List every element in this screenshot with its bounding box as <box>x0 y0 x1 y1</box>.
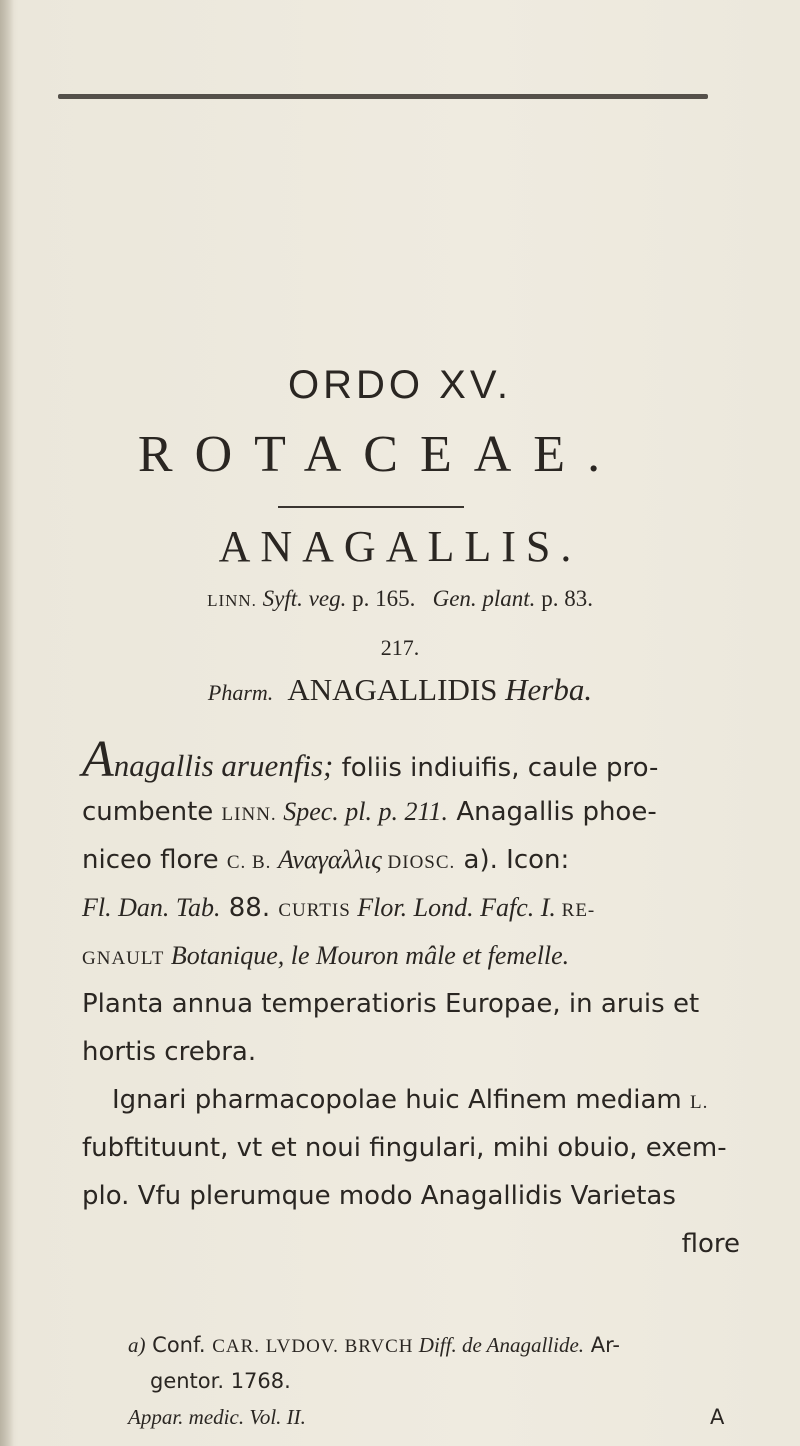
body-line-1 <box>82 731 740 788</box>
body-line-3 <box>82 836 740 884</box>
signature-mark: A <box>710 1405 725 1429</box>
ref-work-1: Syft. veg. <box>262 586 347 611</box>
author-abbrev: GNAULT <box>82 948 165 969</box>
citation: Flor. Lond. Fafc. I. <box>350 893 556 922</box>
footnote-author: CAR. LVDOV. BRVCH <box>212 1336 414 1357</box>
catchword: flore <box>681 1229 740 1259</box>
body-line-2 <box>82 788 740 836</box>
greek-name: Αναγαλλις <box>271 845 382 874</box>
body-line-5 <box>82 932 740 980</box>
species-name: nagallis aruenfis; <box>113 748 334 783</box>
citation: Spec. pl. p. 211. <box>276 797 449 826</box>
pharm-part: Herba. <box>505 672 593 707</box>
author-abbrev: L. <box>689 1092 709 1113</box>
body-text-span: cumbente <box>82 797 222 827</box>
body-text-span: foliis indiuifis, caule pro- <box>333 753 659 783</box>
body-line-7: hortis crebra. <box>82 1037 257 1067</box>
body-line-8 <box>82 1076 740 1124</box>
footnote-line-1 <box>128 1327 748 1363</box>
pharmacopoeia-heading <box>0 672 800 708</box>
pharm-name: ANAGALLIDIS <box>287 672 498 707</box>
footnote-citation: Appar. medic. Vol. II. <box>128 1405 306 1429</box>
pharm-label: Pharm. <box>207 680 274 705</box>
author-abbrev: LINN. <box>221 804 277 825</box>
page-gutter-shadow <box>0 0 14 1446</box>
citation: Fl. Dan. Tab. <box>82 893 221 922</box>
footnote-title: Diff. de Anagallide. <box>413 1333 585 1357</box>
body-text-span: a). Icon: <box>455 845 570 875</box>
body-line-6: Planta annua temperatioris Europae, in aruis et <box>82 989 700 1019</box>
body-text-span: niceo flore <box>82 845 227 875</box>
author-abbrev: RE- <box>555 900 596 921</box>
ref-work-2: Gen. plant. <box>432 586 536 611</box>
section-rule <box>278 506 464 508</box>
footnote <box>128 1327 748 1435</box>
author-abbrev: C. B. <box>226 852 272 873</box>
footnote-line-3 <box>128 1399 748 1435</box>
body-text-span: 88. <box>220 893 279 923</box>
top-rule <box>58 94 708 99</box>
body-line-4 <box>82 884 740 932</box>
body-line-9: fubftituunt, vt et noui fingulari, mihi obuio, exem- <box>82 1133 727 1163</box>
citation: Botanique, le Mouron mâle et femelle. <box>164 941 570 970</box>
order-heading: ORDO XV. <box>288 363 512 407</box>
entry-body <box>82 731 740 1268</box>
footnote-line-2: gentor. 1768. <box>150 1369 291 1393</box>
genus-heading: ANAGALLIS. <box>218 522 582 571</box>
family-heading: ROTACEAE. <box>137 426 623 483</box>
drop-cap: A <box>82 731 114 788</box>
body-text-span: Ignari pharmacopolae huic Alfinem mediam <box>112 1085 690 1115</box>
footnote-text: Conf. <box>145 1333 213 1357</box>
body-text-span: Anagallis phoe- <box>448 797 657 827</box>
footnote-mark: a) <box>128 1333 146 1357</box>
footnote-text: Ar- <box>584 1333 620 1357</box>
ref-page-1: p. 165. <box>352 586 416 611</box>
linnaeus-reference <box>0 586 800 612</box>
entry-number: 217. <box>380 635 420 660</box>
ref-author: LINN. <box>207 591 257 610</box>
ref-page-2: p. 83. <box>541 586 593 611</box>
author-abbrev: CURTIS <box>278 900 351 921</box>
body-line-10: plo. Vfu plerumque modo Anagallidis Varietas <box>82 1181 676 1211</box>
author-abbrev: DIOSC. <box>381 852 456 873</box>
